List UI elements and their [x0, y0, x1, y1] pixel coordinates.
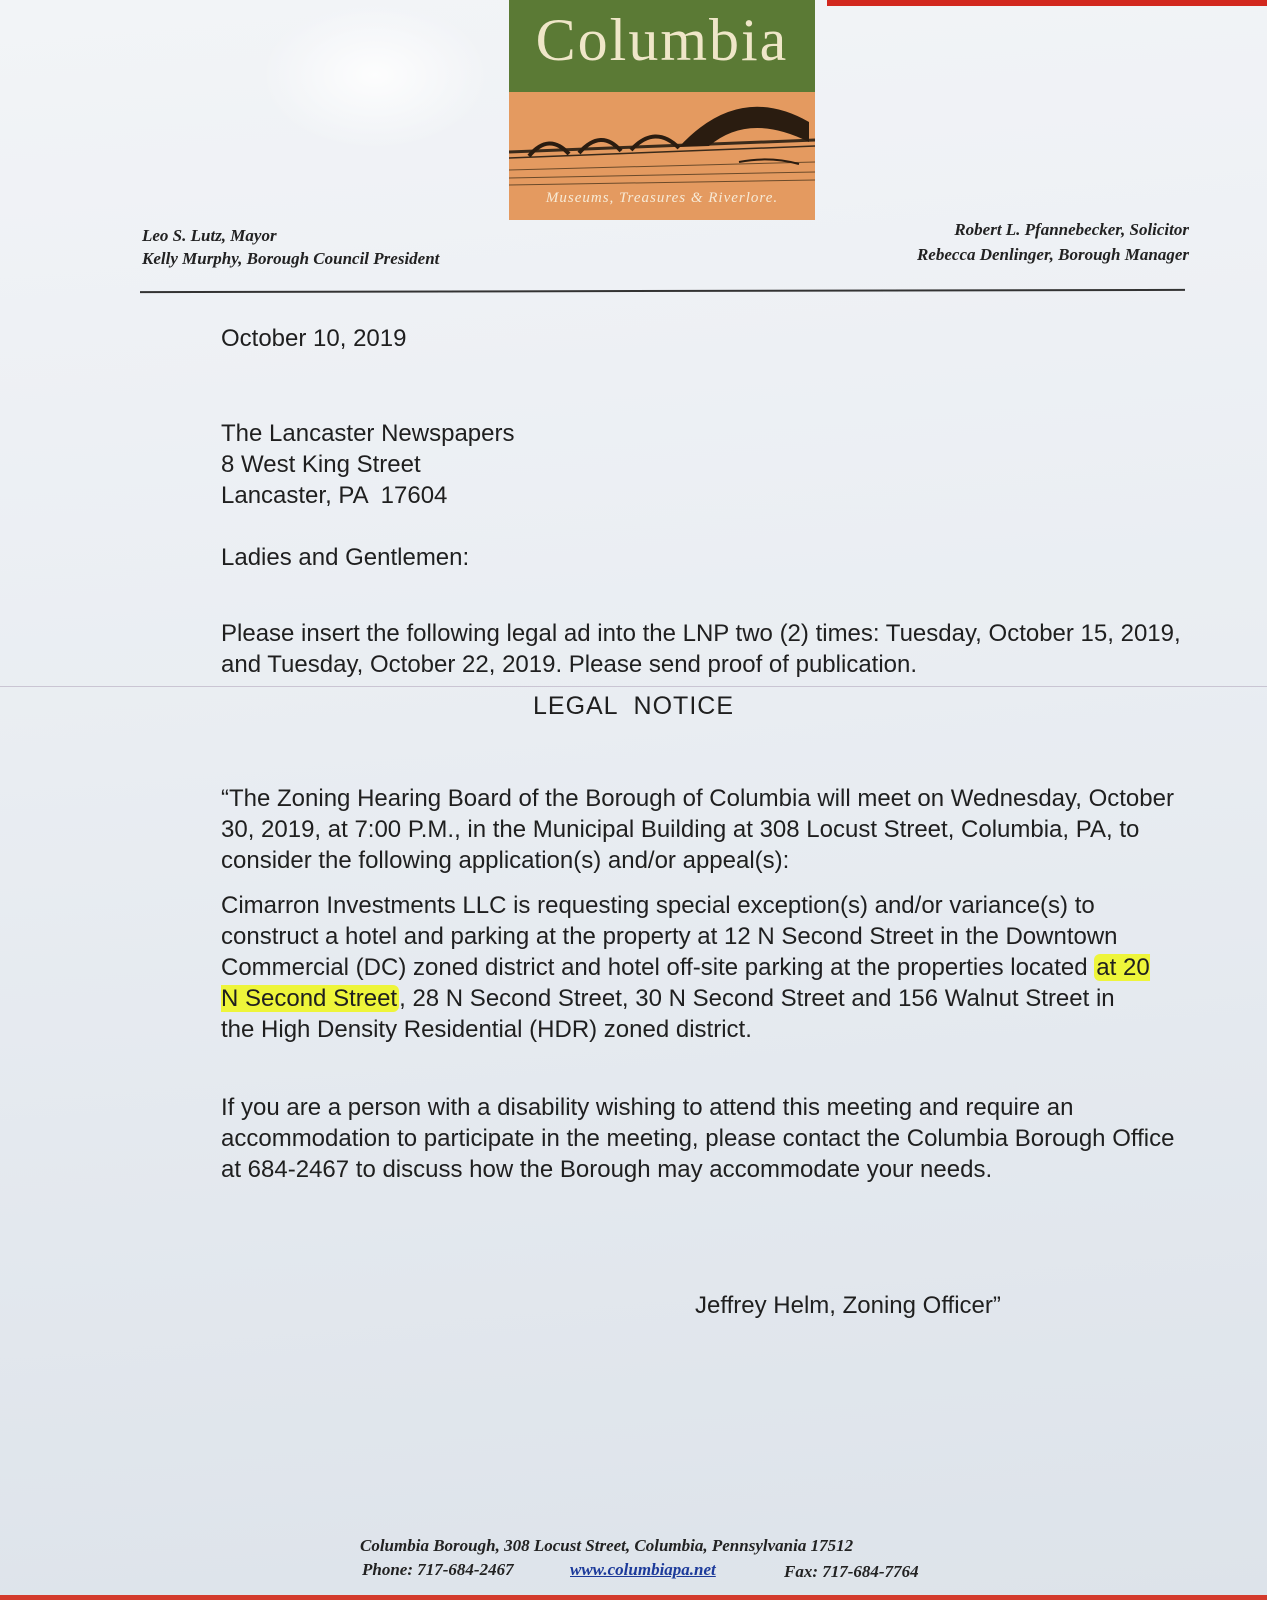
highlighted-address: at 20 N Second Street — [221, 954, 1150, 1012]
recipient-name: The Lancaster Newspapers — [221, 420, 515, 447]
officials-left — [142, 224, 439, 270]
letter-date: October 10, 2019 — [221, 325, 407, 352]
footer-website-link[interactable]: www.columbiapa.net — [570, 1560, 716, 1579]
header-divider — [140, 289, 1185, 293]
logo-tagline: Museums, Treasures & Riverlore. — [545, 190, 779, 206]
official-borough-manager: Rebecca Denlinger, Borough Manager — [916, 245, 1189, 264]
footer-phone: Phone: 717-684-2467 — [362, 1560, 514, 1579]
application-text-end: , 28 N Second Street, 30 N Second Street and 156 Walnut Street in the High Density Residential (HDR) zoned district. — [221, 985, 1115, 1043]
signature-line: Jeffrey Helm, Zoning Officer” — [695, 1292, 1001, 1319]
red-edge-bottom — [0, 1595, 1267, 1600]
recipient-street: 8 West King Street — [221, 451, 421, 478]
red-edge-top — [827, 0, 1267, 6]
paper-fold-line — [0, 686, 1267, 687]
recipient-city: Lancaster, PA 17604 — [221, 482, 448, 509]
application-text-start: Cimarron Investments LLC is requesting special exception(s) and/or variance(s) to construct a hotel and parking at the property at 12 N Second Street in the Downtown Commercial (DC) zoned district and hotel off-site parking at the properties located — [221, 892, 1118, 981]
footer-fax: Fax: 717-684-7764 — [784, 1562, 919, 1581]
official-solicitor: Robert L. Pfannebecker, Solicitor — [954, 220, 1189, 239]
light-glare — [260, 0, 490, 150]
footer-address: Columbia Borough, 308 Locust Street, Columbia, Pennsylvania 17512 — [360, 1536, 854, 1555]
instructions-paragraph: Please insert the following legal ad into the LNP two (2) times: Tuesday, October 15, 2019, and Tuesday, October 22, 2019. Please send proof of publication. — [221, 620, 1181, 678]
bridge-illustration — [509, 92, 815, 192]
officials-right — [917, 217, 1189, 267]
recipient-address — [221, 418, 514, 511]
notice-paragraph-meeting: “The Zoning Hearing Board of the Borough of Columbia will meet on Wednesday, October 30, 2019, at 7:00 P.M., in the Municipal Building at 308 Locust Street, Columbia, PA, to consider the following application(s) and/or appeal(s): — [221, 785, 1174, 874]
salutation: Ladies and Gentlemen: — [221, 544, 470, 571]
official-mayor: Leo S. Lutz, Mayor — [142, 226, 277, 245]
notice-paragraph-application — [221, 890, 1151, 1045]
notice-paragraph-accommodation: If you are a person with a disability wishing to attend this meeting and require an accommodation to participate in the meeting, please contact the Columbia Borough Office at 684-2467 to discuss how the Borough may accommodate your needs. — [221, 1094, 1175, 1183]
legal-notice-title: LEGAL NOTICE — [532, 692, 734, 720]
logo-title: Columbia — [535, 7, 789, 73]
columbia-logo — [509, 0, 815, 220]
official-council-president: Kelly Murphy, Borough Council President — [142, 249, 440, 268]
